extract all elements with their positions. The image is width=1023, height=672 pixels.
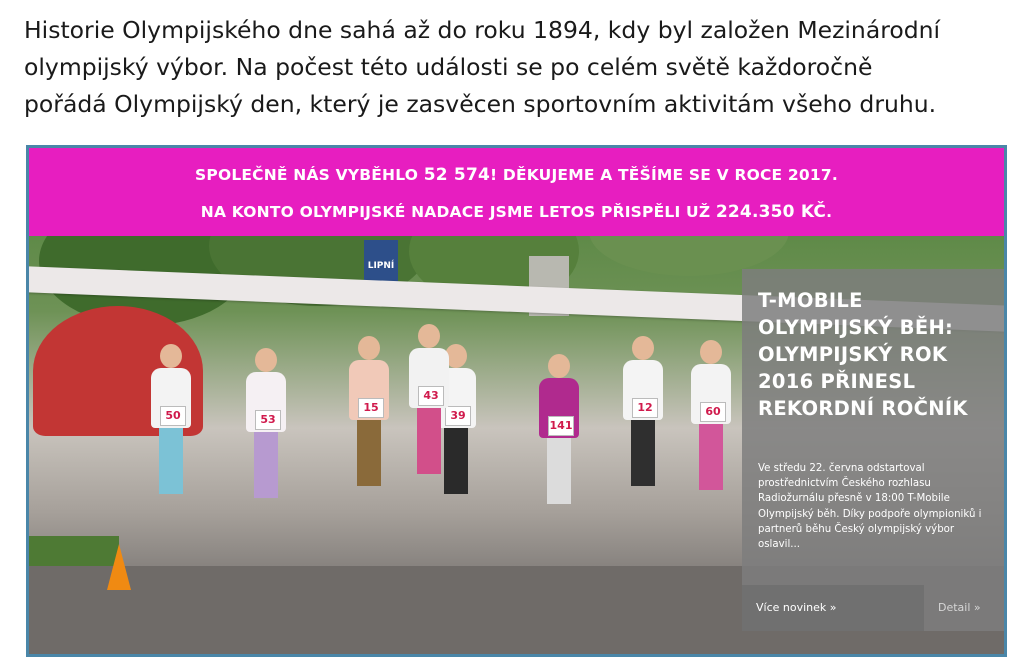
banner-line-1-end: ! DĚKUJEME A TĚŠÍME SE V ROCE 2017. [490,166,838,184]
banner-line-2 [29,202,1004,222]
banner-line-1 [29,165,1004,185]
intro-line-3: pořádá Olympijský den, který je zasvěcen sportovním aktivitám všeho druhu. [24,90,937,118]
news-panel [742,269,1004,631]
bib-number: 60 [700,402,726,422]
bib-number: 43 [418,386,444,406]
flag-text: LIPNÍ [367,261,395,271]
runner-count: 52 574 [423,165,491,185]
news-headline[interactable]: T-MOBILE OLYMPIJSKÝ BĚH: OLYMPIJSKÝ ROK 2016 PŘINESL REKORDNÍ ROČNÍK [758,289,968,420]
bib-number: 141 [548,416,574,436]
banner-line-1-text: SPOLEČNĚ NÁS VYBĚHLO [195,166,419,184]
more-news-button[interactable]: Více novinek » [742,585,924,631]
news-slider [26,145,1007,657]
bib-number: 12 [632,398,658,418]
donation-amount: 224.350 KČ [715,202,827,222]
bib-number: 53 [255,410,281,430]
announcement-banner [29,148,1004,236]
bib-number: 50 [160,406,186,426]
news-excerpt: Ve středu 22. června odstartoval prostřednictvím Českého rozhlasu Radiožurnálu přesně v 18:00 T-Mobile Olympijský běh. Díky podpoře olympioniků i partnerů běhu Český olympijský výbor oslavil... [758,463,982,551]
traffic-cone [107,544,131,590]
banner-line-2-text: NA KONTO OLYMPIJSKÉ NADACE JSME LETOS PŘISPĚLI UŽ [200,203,711,221]
banner-line-2-end: . [826,203,833,221]
intro-line-2: olympijský výbor. Na počest této události se po celém světě každoročně [24,53,873,81]
detail-link[interactable]: Detail » [938,601,981,614]
bib-number: 15 [358,398,384,418]
bib-number: 39 [445,406,471,426]
intro-line-1: Historie Olympijského dne sahá až do roku 1894, kdy byl založen Mezinárodní [24,16,941,44]
intro-paragraph [24,12,1014,123]
